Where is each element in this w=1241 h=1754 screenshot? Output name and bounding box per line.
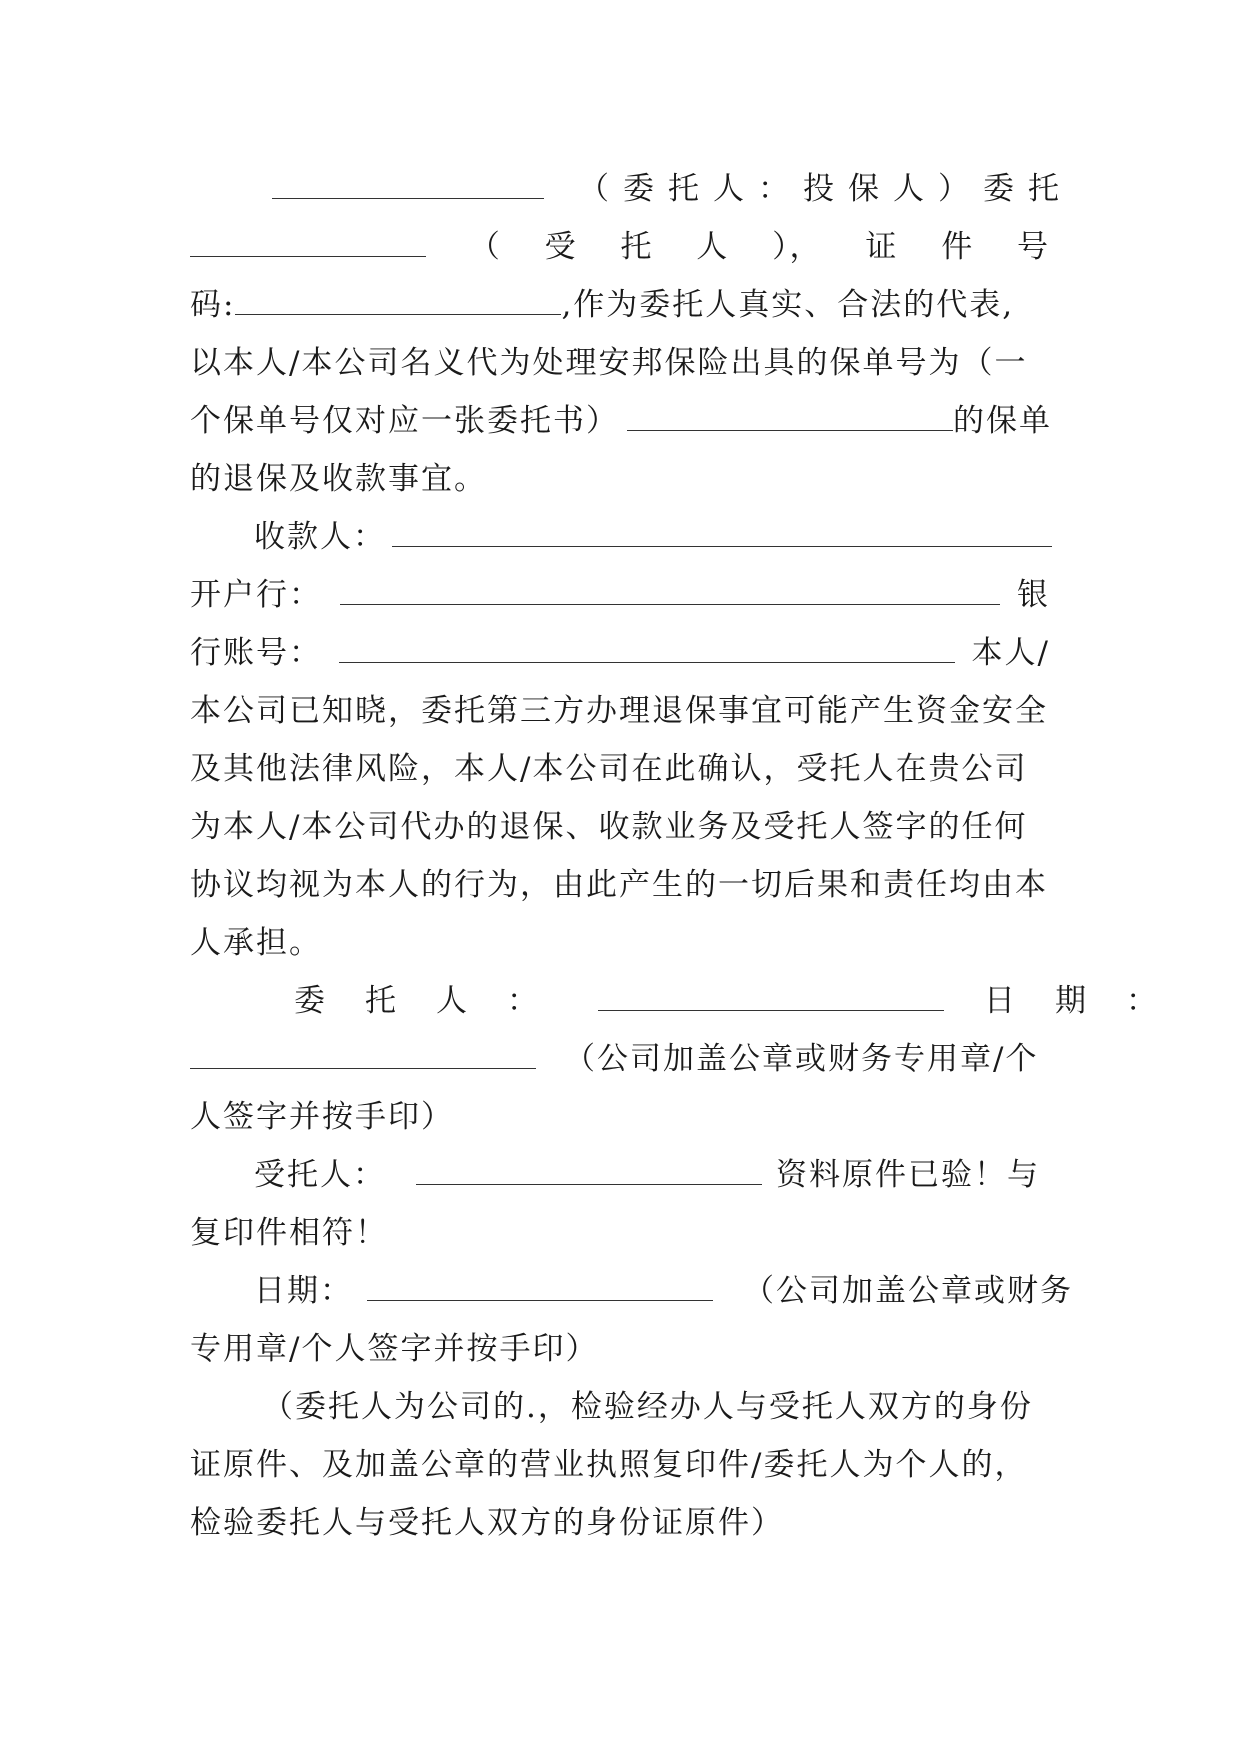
principal-sign-blank[interactable] [598, 984, 944, 1011]
agent-seal-note-cont: 专用章/个人签字并按手印） [190, 1331, 599, 1367]
para1-line2 [190, 218, 1050, 276]
agent-label: 受托人： [254, 1157, 386, 1193]
para1-line5-suffix: 的保单 [953, 403, 1052, 439]
payee-line [190, 508, 1050, 566]
note-line1-text: （委托人为公司的.，检验经办人与受托人双方的身份 [262, 1389, 1033, 1425]
bank-suffix: 银 [1017, 577, 1050, 613]
para2-line4: 协议均视为本人的行为，由此产生的一切后果和责任均由本 [190, 867, 1048, 903]
agent-date-label: 日期： [254, 1273, 353, 1309]
note-line3: 检验委托人与受托人双方的身份证原件） [190, 1505, 784, 1541]
agent-sign-line [190, 1146, 1050, 1204]
tuo-char: 托 [620, 229, 654, 265]
bank-line [190, 566, 1050, 624]
paren-open: （ [468, 229, 502, 265]
ren-char: 人 [696, 229, 730, 265]
principal-seal-note: （公司加盖公章或财务专用章/个 [564, 1041, 1039, 1077]
hao-char: 号 [1017, 229, 1050, 265]
verified-text-cont: 复印件相符！ [190, 1215, 388, 1251]
para1-line5 [190, 392, 1050, 450]
agent-name-blank[interactable] [190, 230, 426, 257]
id-number-label: 码: [190, 287, 236, 323]
payee-label: 收款人： [254, 519, 386, 555]
para1-line1 [190, 160, 1073, 218]
principal-label: 委托人： [294, 983, 578, 1019]
para1-line1-text: （委托人：投保人）委托 [578, 171, 1073, 207]
jian-char: 件 [941, 229, 975, 265]
para1-line5-text: 个保单号仅对应一张委托书） [190, 403, 619, 439]
account-label: 行账号： [190, 635, 322, 671]
account-blank[interactable] [339, 636, 955, 663]
principal-date-line [190, 1030, 1050, 1088]
note-line2: 证原件、及加盖公章的营业执照复印件/委托人为个人的， [190, 1447, 1028, 1483]
bank-label: 开户行： [190, 577, 322, 613]
para1-line3 [190, 276, 1050, 334]
principal-name-blank[interactable] [272, 172, 544, 199]
para2-line2: 及其他法律风险，本人/本公司在此确认，受托人在贵公司 [190, 751, 1028, 787]
policy-number-blank[interactable] [627, 404, 953, 431]
id-number-blank[interactable] [235, 288, 561, 315]
payee-blank[interactable] [392, 520, 1052, 547]
principal-date-label: 日期： [984, 983, 1197, 1019]
note-line1 [190, 1378, 1050, 1436]
agent-sign-blank[interactable] [416, 1158, 762, 1185]
account-suffix: 本人/ [971, 635, 1050, 671]
paren-close: ）， [772, 229, 823, 265]
para2-line5: 人承担。 [190, 925, 322, 961]
para1-line6: 的退保及收款事宜。 [190, 461, 487, 497]
bank-blank[interactable] [340, 578, 1000, 605]
agent-seal-note: （公司加盖公章或财务 [743, 1273, 1073, 1309]
principal-seal-note-cont: 人签字并按手印） [190, 1099, 454, 1135]
shou-char: 受 [544, 229, 578, 265]
principal-sign-line [190, 972, 1197, 1030]
agent-date-line [190, 1262, 1073, 1320]
para1-line4: 以本人/本公司名义代为处理安邦保险出具的保单号为（一 [190, 345, 1028, 381]
agent-date-blank[interactable] [367, 1274, 713, 1301]
verified-text: 资料原件已验！与 [776, 1157, 1040, 1193]
account-line [190, 624, 1050, 682]
para2-line1: 本公司已知晓，委托第三方办理退保事宜可能产生资金安全 [190, 693, 1048, 729]
para2-line3: 为本人/本公司代办的退保、收款业务及受托人签字的任何 [190, 809, 1028, 845]
para1-line3-text: ,作为委托人真实、合法的代表, [561, 287, 1015, 323]
zheng-char: 证 [865, 229, 899, 265]
principal-date-blank[interactable] [190, 1042, 536, 1069]
